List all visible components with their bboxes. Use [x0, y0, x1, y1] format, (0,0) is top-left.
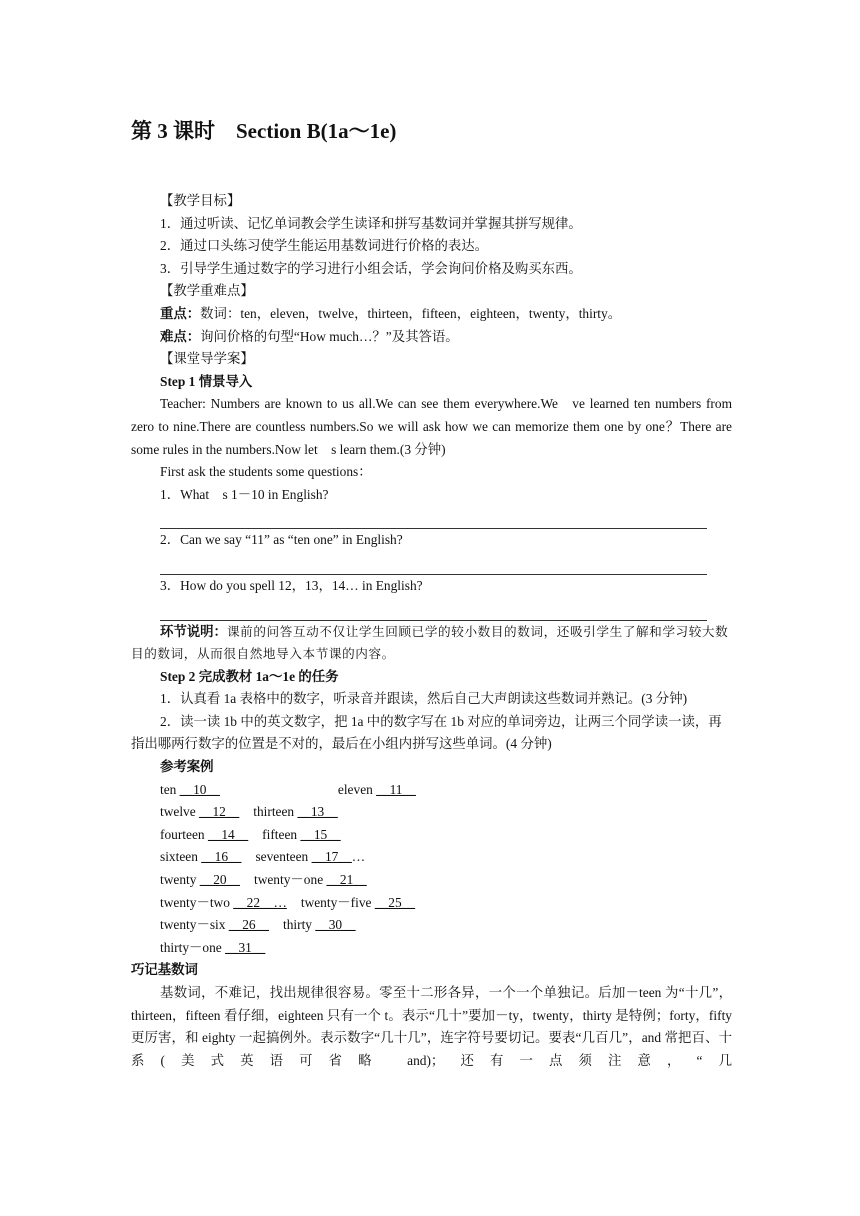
reference-pair-row	[131, 779, 732, 802]
note-text: 课前的问答互动不仅让学生回顾已学的较小数目的数词，还吸引学生了解和学习较大数目的数词，从而很自然地导入本节课的内容。	[131, 623, 729, 662]
page-title: 第 3 课时 Section B(1a～1e)	[131, 119, 397, 143]
number-word: fourteen	[160, 826, 208, 842]
note-paragraph	[131, 621, 732, 666]
number-answer: __20__	[199, 872, 240, 888]
ellipsis: …	[351, 849, 366, 865]
reference-pair-row	[131, 937, 732, 960]
document-body	[131, 190, 736, 1072]
objective-item: 1．通过听读、记忆单词教会学生读译和拼写基数词并掌握其拼写规律。	[160, 215, 582, 231]
number-answer: __16__	[201, 849, 242, 865]
number-word: twelve	[160, 804, 200, 820]
objective-item: 2．通过口头练习使学生能运用基数词进行价格的表达。	[160, 238, 489, 254]
number-word: twenty	[160, 872, 200, 888]
difficulty-line	[131, 326, 732, 349]
reference-pair-row	[131, 892, 732, 915]
number-word: twenty－five	[300, 894, 375, 910]
objectives-heading: 【教学目标】	[160, 193, 241, 208]
step2-heading: Step 2 完成教材 1a～1e 的任务	[160, 668, 339, 684]
number-word: thirty－one	[160, 939, 226, 955]
reference-pair-row	[131, 824, 732, 847]
number-word: twenty－two	[160, 894, 234, 910]
number-word: seventeen	[255, 849, 312, 865]
question-item: 2．Can we say “11” as “ten one” in English?	[160, 532, 403, 548]
answer-line	[160, 506, 707, 529]
answer-line	[160, 552, 707, 575]
reference-pair-row	[131, 914, 732, 937]
number-word: sixteen	[160, 849, 202, 865]
focus-line	[131, 303, 732, 326]
key-points-heading: 【教学重难点】	[160, 283, 254, 299]
number-answer: __25__	[374, 894, 416, 910]
number-answer: __11__	[376, 781, 416, 797]
reference-pair-row	[131, 801, 732, 824]
number-answer: __10__	[179, 781, 220, 797]
question-item: 3．How do you spell 12，13，14… in English?	[160, 577, 423, 593]
number-answer: __26__	[228, 917, 269, 933]
number-word: eleven	[337, 781, 377, 797]
number-answer: __30__	[315, 917, 356, 933]
step1-heading: Step 1 情景导入	[160, 373, 253, 389]
focus-label: 重点：	[160, 305, 201, 321]
number-answer: __31__	[225, 939, 266, 955]
step2-item: 2．读一读 1b 中的英文数字，把 1a 中的数字写在 1b 对应的单词旁边，让两三个同学读一读，再指出哪两行数字的位置是不对的，最后在小组内拼写这些单词。(4 分钟)	[131, 713, 722, 752]
number-word: fifteen	[262, 826, 301, 842]
reference-pair-row	[131, 869, 732, 892]
number-word: twenty－one	[253, 872, 327, 888]
reference-heading: 参考案例	[160, 759, 214, 775]
memory-paragraph: 基数词，不难记，找出规律很容易。零至十二形各异，一个一个单独记。后加－teen 为“十几”，thirteen，fifteen 看仔细，eighteen 只有一个 t。表示“几十”要加－ty，twenty，thirty 是特例；forty，fifty 更厉害，和 eighty 一起搞例外。表示数字“几十几”，连字符号要切记。要表“几百几”，and 常把百、十系(美式英语可省略 and)；还有一点须注意，“几	[131, 985, 732, 1068]
number-answer: __12__	[199, 804, 240, 820]
number-answer: __15__	[300, 826, 341, 842]
objective-item: 3．引导学生通过数字的学习进行小组会话，学会询问价格及购买东西。	[160, 260, 582, 276]
number-word: thirteen	[253, 804, 298, 820]
note-label: 环节说明：	[160, 623, 227, 639]
number-answer: __17__	[311, 849, 352, 865]
number-word: ten	[160, 781, 180, 797]
number-word: twenty－six	[160, 917, 229, 933]
number-answer: __14__	[207, 826, 249, 842]
answer-line	[160, 598, 707, 621]
reference-pair-row	[131, 846, 732, 869]
question-item: 1．What s 1－10 in English?	[160, 486, 329, 502]
step1-intro: First ask the students some questions：	[160, 464, 372, 480]
difficulty-text: 询问价格的句型“How much…？”及其答语。	[200, 328, 459, 344]
focus-text: 数词：ten，eleven，twelve，thirteen，fifteen，eighteen，twenty，thirty。	[200, 305, 622, 321]
difficulty-label: 难点：	[160, 328, 201, 344]
number-answer: __13__	[297, 804, 338, 820]
memory-heading: 巧记基数词	[131, 962, 198, 978]
step2-item: 1．认真看 1a 表格中的数字，听录音并跟读，然后自己大声朗读这些数词并熟记。(3 分钟)	[160, 691, 688, 707]
number-answer: __21__	[326, 872, 367, 888]
number-word: thirty	[282, 917, 316, 933]
step1-paragraph: Teacher: Numbers are known to us all.We can see them everywhere.We ve learned ten numbers from zero to nine.There are countless numbers.So we will ask how we can memorize them one by one？There are some rules in the numbers.Now let s learn them.(3 分钟)	[131, 396, 736, 457]
guide-heading: 【课堂导学案】	[160, 351, 254, 367]
number-answer: __22__…	[233, 894, 287, 910]
